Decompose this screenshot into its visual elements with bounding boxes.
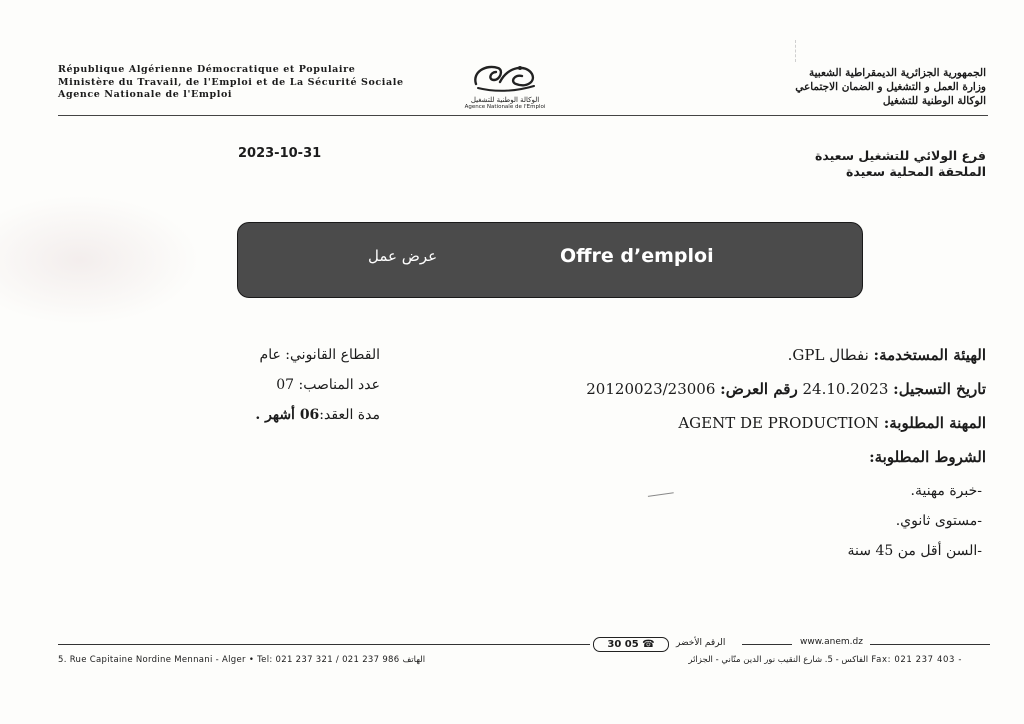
header-french xyxy=(58,64,404,102)
phone-icon: ☎ xyxy=(642,639,655,650)
address-arabic: - Fax: 021 237 403 الفاكس - 5. شارع النقيب نور الدين منّاني - الجزائر xyxy=(688,655,962,665)
address-french: 5. Rue Capitaine Nordine Mennani - Alger • Tel: 021 237 321 / 021 237 986 الهاتف xyxy=(58,655,426,665)
header-ar-line-2: وزارة العمل و التشغيل و الضمان الاجتماعي xyxy=(795,81,986,93)
logo-caption-ar: الوكالة الوطنية للتشغيل xyxy=(470,96,540,104)
header-ar-line-3: الوكالة الوطنية للتشغيل xyxy=(882,95,986,107)
positions-count: عدد المناصب: 07 xyxy=(276,377,380,393)
footer-rule-right xyxy=(870,644,990,645)
header-divider xyxy=(58,115,988,116)
registration-value: 24.10.2023 xyxy=(802,380,889,398)
green-number-label: الرقم الأخضر xyxy=(676,638,726,648)
condition-item: -مستوى ثانوي. xyxy=(895,513,982,529)
offer-title-banner xyxy=(237,222,863,298)
offer-number-value: 20120023/23006 xyxy=(586,380,716,398)
green-number: 30 05 xyxy=(607,639,639,650)
legal-sector: القطاع القانوني: عام xyxy=(259,347,380,363)
footer-rule-left xyxy=(58,644,590,645)
employer-value: نفطال GPL. xyxy=(787,346,869,364)
scan-shadow xyxy=(0,195,200,325)
contract-value: 06 أشهر . xyxy=(255,407,320,423)
registration-row xyxy=(526,378,986,412)
condition-item: -خبرة مهنية. xyxy=(910,483,982,499)
document-date: 2023-10-31 xyxy=(238,146,322,161)
header-fr-line-1: République Algérienne Démocratique et Populaire xyxy=(58,64,356,75)
registration-label: تاريخ التسجيل: xyxy=(893,380,986,398)
header-ar-line-1: الجمهورية الجزائرية الديمقراطية الشعبية xyxy=(808,67,986,79)
logo-caption-fr: Agence Nationale de l'Emploi xyxy=(464,104,546,110)
scan-mark xyxy=(795,40,798,62)
banner-title-ar: عرض عمل xyxy=(368,247,438,265)
issuing-branch xyxy=(815,148,986,180)
footer-rule-middle xyxy=(742,644,792,645)
header-fr-line-3: Agence Nationale de l'Emploi xyxy=(58,89,233,100)
website-link[interactable]: www.anem.dz xyxy=(800,637,863,647)
job-value: AGENT DE PRODUCTION xyxy=(678,414,879,432)
employer-row xyxy=(526,344,986,378)
job-row xyxy=(526,412,986,446)
branch-line-1: فرع الولائي للتشغيل سعيدة xyxy=(814,148,986,163)
banner-title-fr: Offre d’emploi xyxy=(560,245,714,267)
conditions-label: الشروط المطلوبة: xyxy=(869,448,986,466)
header-fr-line-2: Ministère du Travail, de l'Emploi et de La Sécurité Sociale xyxy=(58,76,404,88)
employer-label: الهيئة المستخدمة: xyxy=(873,346,986,364)
offer-number-label: رقم العرض: xyxy=(720,380,798,398)
condition-item: -السن أقل من 45 سنة xyxy=(847,543,982,559)
contract-duration-row xyxy=(210,404,380,434)
branch-line-2: الملحقة المحلية سعيدة xyxy=(846,164,986,179)
job-label: المهنة المطلوبة: xyxy=(883,414,986,432)
offer-side-details xyxy=(210,344,380,434)
anem-logo xyxy=(455,60,555,120)
contract-label: مدة العقد: xyxy=(319,407,380,423)
green-number-badge xyxy=(593,637,669,652)
offer-details xyxy=(526,344,986,570)
header-arabic xyxy=(795,66,986,108)
anem-logo-icon xyxy=(470,60,540,96)
